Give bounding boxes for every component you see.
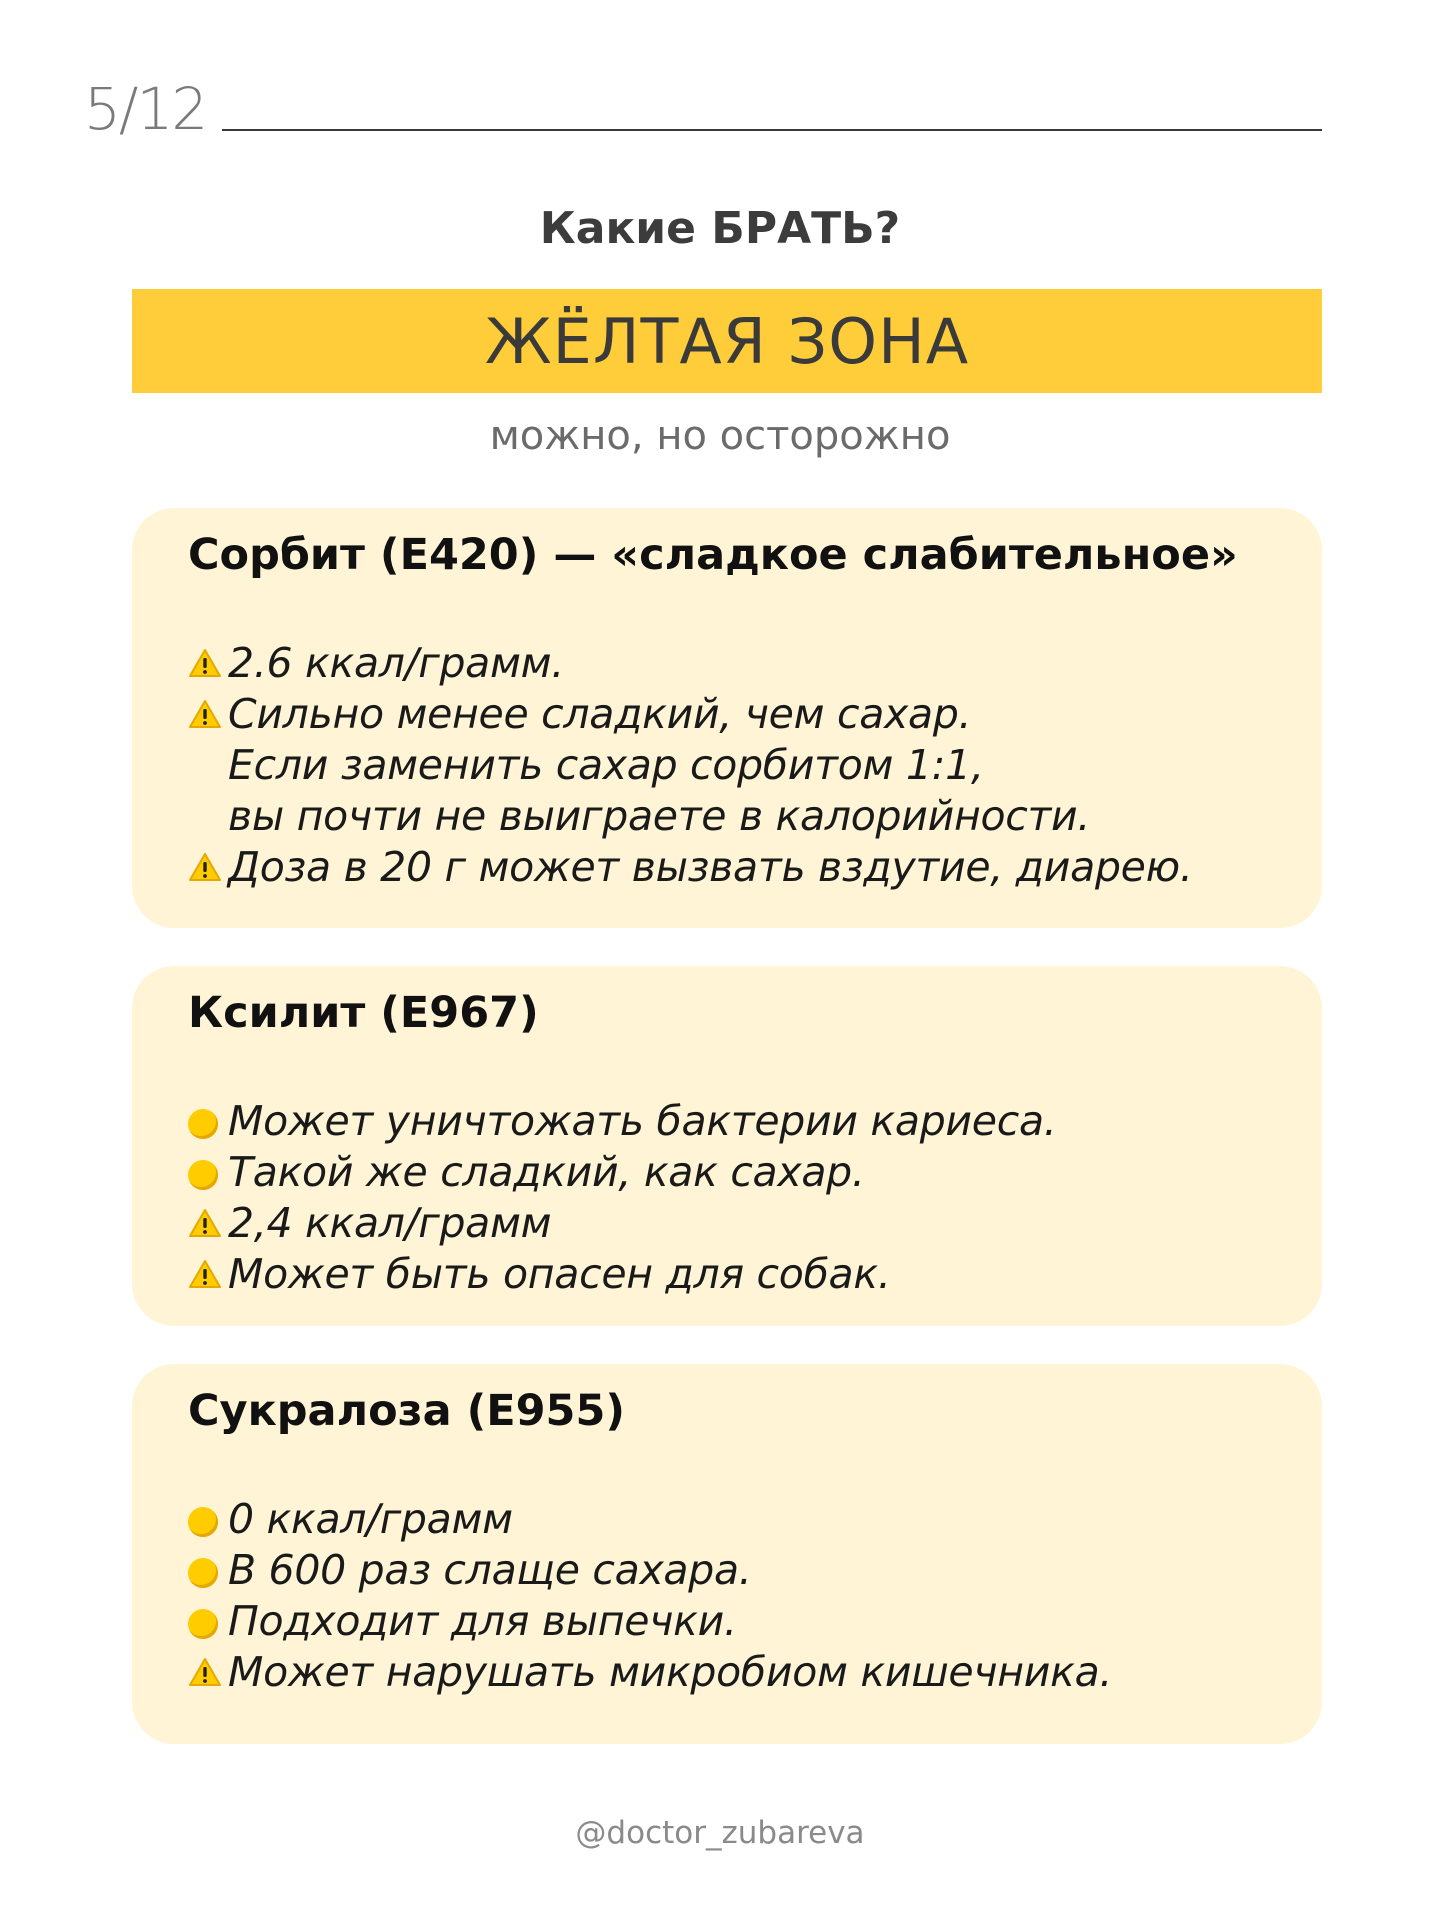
item-list <box>188 1494 1322 1698</box>
item-text <box>228 1147 865 1198</box>
card-sorbitol <box>132 508 1322 928</box>
card-title: Сорбит (Е420) — «сладкое слабительное» <box>188 530 1238 580</box>
item-text-line: Подходит для выпечки. <box>228 1596 737 1645</box>
yellow-circle-icon <box>188 1609 218 1639</box>
list-item <box>188 1096 1322 1147</box>
item-list <box>188 638 1322 893</box>
zone-banner <box>132 289 1322 393</box>
warning-icon <box>188 842 228 893</box>
item-text-line: В 600 раз слаще сахара. <box>228 1545 752 1594</box>
item-text <box>228 1596 737 1647</box>
item-text-line: 2.6 ккал/грамм. <box>228 638 564 687</box>
list-item <box>188 689 1322 842</box>
item-text-line: Сильно менее сладкий, чем сахар. <box>228 689 972 738</box>
card-title: Сукралоза (Е955) <box>188 1386 626 1436</box>
yellow-circle-icon <box>188 1160 218 1190</box>
item-text-line: Если заменить сахар сорбитом 1:1, <box>228 740 984 789</box>
page-number: 5/12 <box>84 75 207 143</box>
list-item <box>188 1147 1322 1198</box>
list-item <box>188 1647 1322 1698</box>
yellow-circle-icon <box>188 1558 218 1588</box>
item-text <box>228 638 564 689</box>
list-item <box>188 1596 1322 1647</box>
item-text <box>228 1494 513 1545</box>
item-text-line: Может уничтожать бактерии кариеса. <box>228 1096 1057 1145</box>
warning-icon <box>188 1249 228 1300</box>
item-text-line: вы почти не выиграете в калорийности. <box>228 791 1091 840</box>
card-sucralose <box>132 1364 1322 1744</box>
item-text-line: Такой же сладкий, как сахар. <box>228 1147 865 1196</box>
item-text <box>228 1096 1057 1147</box>
warning-icon <box>188 638 228 689</box>
item-text <box>228 1198 551 1249</box>
list-item <box>188 1198 1322 1249</box>
yellow-circle-icon <box>188 1147 228 1198</box>
yellow-circle-icon <box>188 1096 228 1147</box>
warning-icon <box>188 1647 228 1698</box>
item-text <box>228 1647 1112 1698</box>
warning-icon <box>188 689 228 740</box>
item-text <box>228 842 1193 893</box>
item-text <box>228 689 1090 842</box>
item-text-line: Может нарушать микробиом кишечника. <box>228 1647 1113 1696</box>
warning-icon <box>188 1198 228 1249</box>
list-item <box>188 1249 1322 1300</box>
yellow-circle-icon <box>188 1507 218 1537</box>
header-divider <box>222 129 1322 131</box>
yellow-circle-icon <box>188 1545 228 1596</box>
item-list <box>188 1096 1322 1300</box>
yellow-circle-icon <box>188 1494 228 1545</box>
item-text-line: 2,4 ккал/грамм <box>228 1198 552 1247</box>
list-item <box>188 842 1322 893</box>
yellow-circle-icon <box>188 1109 218 1139</box>
yellow-circle-icon <box>188 1596 228 1647</box>
item-text-line: Может быть опасен для собак. <box>228 1249 891 1298</box>
zone-subtitle: можно, но осторожно <box>489 413 951 459</box>
section-heading: Какие БРАТЬ? <box>539 203 901 254</box>
card-title: Ксилит (Е967) <box>188 988 539 1038</box>
list-item <box>188 1545 1322 1596</box>
item-text-line: 0 ккал/грамм <box>228 1494 513 1543</box>
author-handle: @doctor_zubareva <box>575 1815 865 1851</box>
list-item <box>188 1494 1322 1545</box>
item-text-line: Доза в 20 г может вызвать вздутие, диарею. <box>228 842 1193 891</box>
list-item <box>188 638 1322 689</box>
item-text <box>228 1545 752 1596</box>
zone-title: ЖЁЛТАЯ ЗОНА <box>484 304 970 378</box>
item-text <box>228 1249 891 1300</box>
card-xylitol <box>132 966 1322 1326</box>
